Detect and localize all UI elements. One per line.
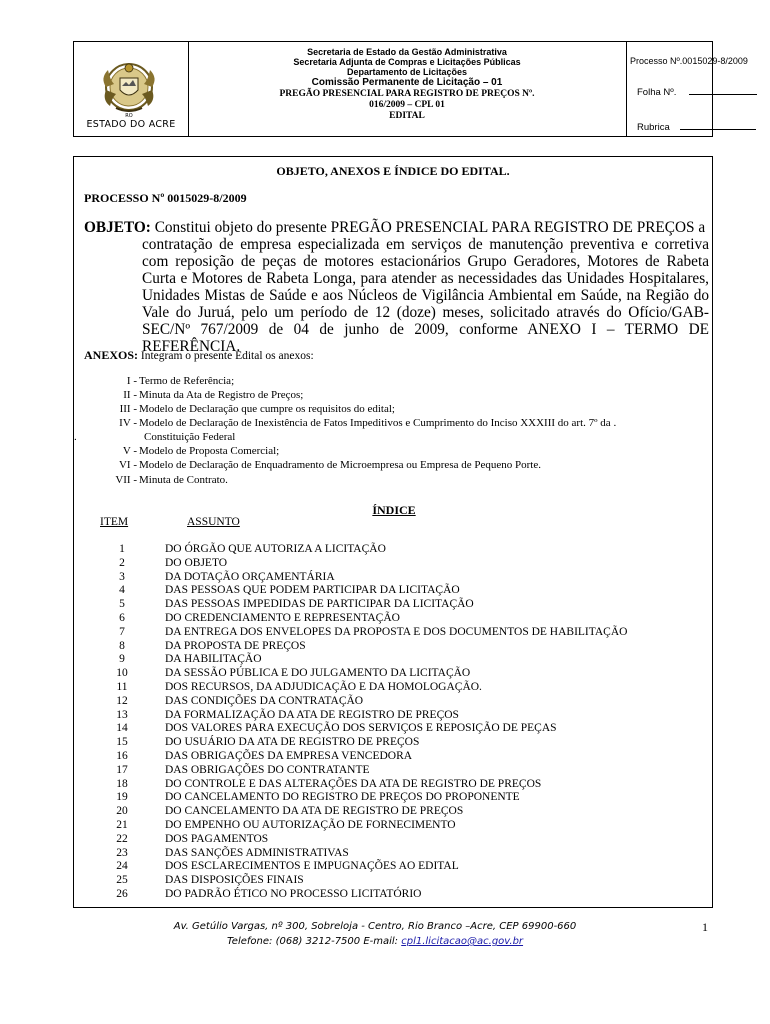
index-item-number: 19 <box>116 791 128 804</box>
index-item-number: 22 <box>116 832 128 845</box>
index-item-title: DAS DISPOSIÇÕES FINAIS <box>165 874 304 887</box>
rubrica-field <box>637 120 756 133</box>
footer-contact <box>150 934 600 949</box>
anexo-text: Modelo de Proposta Comercial; <box>139 445 280 457</box>
index-item-number: 10 <box>116 667 128 680</box>
index-item-number: 16 <box>116 750 128 762</box>
header-line-numero: 016/2009 – CPL 01 <box>369 100 445 110</box>
anexo-text: Minuta da Ata de Registro de Preços; <box>139 389 304 401</box>
index-item-title: DO ÓRGÃO QUE AUTORIZA A LICITAÇÃO <box>165 543 386 555</box>
anexo-text: Minuta de Contrato. <box>139 474 228 486</box>
footer-email-link[interactable]: cpl1.licitacao@ac.gov.br <box>401 936 524 947</box>
anexo-item <box>122 445 280 457</box>
anexo-roman: VII - <box>115 474 137 486</box>
objeto-label: OBJETO: <box>84 219 151 236</box>
index-item-number: 14 <box>116 722 128 735</box>
anexos-intro <box>84 348 314 363</box>
rubrica-blank-line <box>680 120 756 130</box>
indice-title: ÍNDICE <box>372 503 416 517</box>
index-item-title: DO CANCELAMENTO DA ATA DE REGISTRO DE PREÇOS <box>165 805 464 818</box>
index-item-number: 18 <box>116 777 128 790</box>
index-item-title: DA DOTAÇÃO ORÇAMENTÁRIA <box>165 570 335 583</box>
index-item-title: DOS PAGAMENTOS <box>165 832 269 845</box>
index-item-number: 20 <box>116 805 128 818</box>
anexo-text: Constituição Federal <box>144 431 236 443</box>
index-item-title: DAS OBRIGAÇÕES DO CONTRATANTE <box>165 763 370 776</box>
index-item-number: 4 <box>119 584 125 597</box>
header-line-edital: EDITAL <box>389 111 425 121</box>
index-item-title: DO CREDENCIAMENTO E REPRESENTAÇÃO <box>165 612 400 624</box>
anexo-item <box>119 417 617 429</box>
index-item-title: DA SESSÃO PÚBLICA E DO JULGAMENTO DA LICITAÇÃO <box>165 667 471 680</box>
folha-field <box>637 85 757 98</box>
anexo-item <box>118 459 541 471</box>
anexos-intro-text: Integram o presente Edital os anexos: <box>140 350 314 362</box>
objeto-text-rest: contratação de empresa especializada em serviços de manutenção preventiva e corretiva com reposição de peças de motores estacionários Grupo Geradores, Motores de Rabeta Curta e Motores de Rabeta Longa, para atender as necessidades das Unidades Hospitalares, Unidades Mistas de Saúde e aos Núcleos de Vigilância Ambiental em Saúde, na Região do Vale do Juruá, pelo um período de 12 (doze) meses, solicitado através do Ofício/GAB-SEC/Nº 767/2009 de 04 de junho de 2009, conforme ANEXO I – TERMO DE REFERÊNCIA. <box>142 236 709 355</box>
index-item-title: DOS VALORES PARA EXECUÇÃO DOS SERVIÇOS E REPOSIÇÃO DE PEÇAS <box>165 722 557 735</box>
header-logo-cell <box>74 42 189 136</box>
index-item-title: DAS OBRIGAÇÕES DA EMPRESA VENCEDORA <box>165 750 413 762</box>
anexo-roman: VI - <box>118 459 137 471</box>
header-title-cell <box>188 42 627 136</box>
index-item-title: DO CANCELAMENTO DO REGISTRO DE PREÇOS DO PROPONENTE <box>165 791 520 804</box>
header-line-comissao: Comissão Permanente de Licitação – 01 <box>311 77 503 88</box>
section-title: OBJETO, ANEXOS E ÍNDICE DO EDITAL. <box>276 164 510 178</box>
anexo-roman: II - <box>123 389 137 401</box>
objeto-text-first: Constitui objeto do presente PREGÃO PRESENCIAL PARA REGISTRO DE PREÇOS a <box>154 219 706 236</box>
objeto-paragraph <box>84 219 709 355</box>
page-number: 1 <box>702 920 708 934</box>
index-item-title: DAS PESSOAS QUE PODEM PARTICIPAR DA LICITAÇÃO <box>165 584 460 597</box>
anexo-item <box>115 474 228 486</box>
index-item-title: DO OBJETO <box>165 556 228 569</box>
index-item-title: DA HABILITAÇÃO <box>165 653 262 666</box>
index-item-number: 25 <box>116 874 128 887</box>
processo-heading: PROCESSO Nº 0015029-8/2009 <box>84 191 247 205</box>
state-label: ESTADO DO ACRE <box>86 119 176 130</box>
state-seal-icon <box>98 56 160 118</box>
anexo-item <box>74 431 236 443</box>
index-item-number: 26 <box>116 888 128 900</box>
svg-text:RO: RO <box>125 113 133 118</box>
anexo-item <box>123 389 304 401</box>
index-item-number: 15 <box>116 736 128 749</box>
anexo-text: Modelo de Declaração de Inexistência de Fatos Impeditivos e Cumprimento do Inciso XXXIII do art. 7º da . <box>139 417 617 429</box>
anexo-roman: V - <box>122 445 137 457</box>
folha-label: Folha Nº. <box>637 87 677 98</box>
header-line-departamento: Departamento de Licitações <box>346 67 468 77</box>
anexo-roman: I - <box>126 375 137 387</box>
index-item-title: DA ENTREGA DOS ENVELOPES DA PROPOSTA E DOS DOCUMENTOS DE HABILITAÇÃO <box>165 625 628 638</box>
index-item-number: 11 <box>116 681 128 693</box>
anexo-text: Modelo de Declaração que cumpre os requisitos do edital; <box>139 403 395 415</box>
index-item-number: 1 <box>119 543 125 555</box>
index-item-number: 2 <box>119 556 125 569</box>
anexo-item <box>119 403 395 415</box>
index-item-number: 3 <box>119 570 125 583</box>
header-line-pregao: PREGÃO PRESENCIAL PARA REGISTRO DE PREÇOS Nº. <box>279 89 535 99</box>
column-header-item: ITEM <box>100 516 129 528</box>
anexo-roman: IV - <box>119 417 137 429</box>
footer-address: Av. Getúlio Vargas, nº 300, Sobreloja - Centro, Rio Branco –Acre, CEP 69900-660 <box>173 921 577 932</box>
index-item-title: DAS SANÇÕES ADMINISTRATIVAS <box>165 846 349 859</box>
anexos-label: ANEXOS: <box>84 348 139 362</box>
anexo-text: Termo de Referência; <box>139 375 235 387</box>
anexo-roman: . <box>74 431 77 443</box>
document-header <box>73 41 748 137</box>
header-control-cell <box>627 42 748 136</box>
index-item-title: DO CONTROLE E DAS ALTERAÇÕES DA ATA DE REGISTRO DE PREÇOS <box>165 777 542 790</box>
header-line-secretaria-adjunta: Secretaria Adjunta de Compras e Licitações Públicas <box>293 57 521 67</box>
index-item-number: 17 <box>116 763 128 776</box>
index-item-title: DO PADRÃO ÉTICO NO PROCESSO LICITATÓRIO <box>165 888 422 900</box>
index-item-title: DA PROPOSTA DE PREÇOS <box>165 639 306 652</box>
folha-blank-line <box>689 85 757 95</box>
index-item-number: 9 <box>119 653 125 666</box>
index-item-title: DAS CONDIÇÕES DA CONTRATAÇÃO <box>165 694 364 707</box>
page-footer <box>150 919 600 949</box>
anexo-roman: III - <box>119 403 137 415</box>
rubrica-label: Rubrica <box>637 122 670 133</box>
index-item-number: 21 <box>116 819 128 831</box>
index-item-title: DAS PESSOAS IMPEDIDAS DE PARTICIPAR DA LICITAÇÃO <box>165 598 474 611</box>
anexo-item <box>126 375 235 387</box>
column-header-assunto: ASSUNTO <box>187 516 240 528</box>
header-line-secretaria: Secretaria de Estado da Gestão Administrativa <box>307 47 507 57</box>
index-item-number: 6 <box>119 612 125 624</box>
index-item-number: 13 <box>116 708 128 721</box>
index-item-number: 7 <box>119 625 125 638</box>
footer-phone: Telefone: (068) 3212-7500 E-mail: <box>226 936 399 947</box>
index-item-number: 24 <box>116 860 128 873</box>
index-item-title: DA FORMALIZAÇÃO DA ATA DE REGISTRO DE PREÇOS <box>165 708 459 721</box>
anexo-text: Modelo de Declaração de Enquadramento de Microempresa ou Empresa de Pequeno Porte. <box>139 459 541 471</box>
index-item-title: DO EMPENHO OU AUTORIZAÇÃO DE FORNECIMENTO <box>165 819 456 831</box>
index-item-number: 12 <box>116 694 128 707</box>
index-item-number: 8 <box>119 639 125 652</box>
index-item-title: DOS ESCLARECIMENTOS E IMPUGNAÇÕES AO EDITAL <box>165 860 459 873</box>
index-item-title: DOS RECURSOS, DA ADJUDICAÇÃO E DA HOMOLOGAÇÃO. <box>165 681 482 693</box>
index-item-number: 5 <box>119 598 125 611</box>
index-item-title: DO USUÁRIO DA ATA DE REGISTRO DE PREÇOS <box>165 736 420 749</box>
edital-content-box <box>73 156 713 908</box>
processo-number: Processo Nº.0015029-8/2009 <box>630 56 748 66</box>
index-item-number: 23 <box>116 846 128 859</box>
